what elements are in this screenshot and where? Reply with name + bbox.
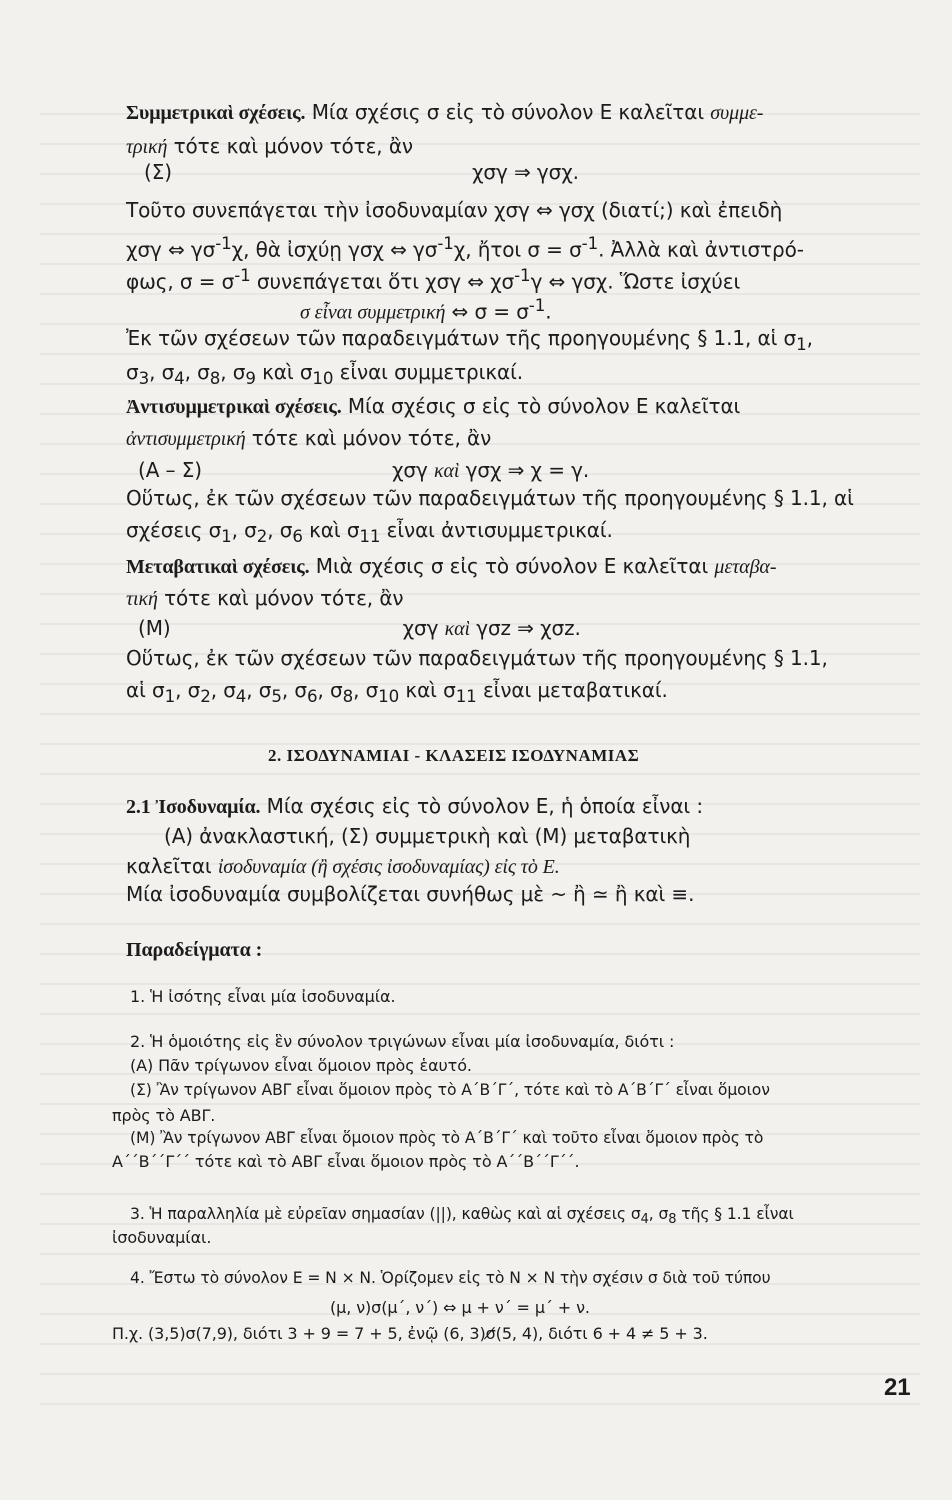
- text-line: καλεῖται ἰσοδυναμία (ἢ σχέσις ἰσοδυναμίας) εἰς τὸ Ε.: [126, 854, 560, 878]
- text-line: (Α) ἀνακλαστική, (Σ) συμμετρικὴ καὶ (Μ) μεταβατικὴ: [164, 824, 691, 848]
- text-line: τική τότε καὶ μόνον τότε, ἂν: [126, 586, 404, 610]
- text-line: Οὕτως, ἐκ τῶν σχέσεων τῶν παραδειγμάτων τῆς προηγουμένης § 1.1, αἱ: [126, 486, 854, 510]
- example-4: 4. Ἔστω τὸ σύνολον Ε = N × N. Ὁρίζομεν εἰς τὸ N × N τὴν σχέσιν σ διὰ τοῦ τύπου: [130, 1269, 771, 1287]
- symmetric-term: συμμε-: [710, 102, 764, 124]
- equivalence-heading: 2.1 Ἰσοδυναμία.: [126, 796, 261, 818]
- text-line: φως, $\sigma = \sigma^{-1}$ συνεπάγεται ὅτι χσγ ⇔ $\chi\sigma^{-1}\gamma$ ⇔ γσχ. Ὥστε ἰσχύει: [126, 266, 741, 294]
- example-4-instance: Π.χ. (3,5)σ(7,9), διότι 3 + 9 = 7 + 5, ἐνῷ (6, 3)σ̸(5, 4), διότι 6 + 4 ≠ 5 + 3.: [112, 1324, 708, 1343]
- text-line: Τοῦτο συνεπάγεται τὴν ἰσοδυναμίαν χσγ ⇔ γσχ (διατί;) καὶ ἐπειδὴ: [126, 198, 783, 222]
- example-1: 1. Ἡ ἰσότης εἶναι μία ἰσοδυναμία.: [130, 987, 396, 1006]
- example-3: 3. Ἡ παραλληλία μὲ εὐρεῖαν σημασίαν (||), καθὼς καὶ αἱ σχέσεις $\sigma_4$, $\sigma_8$ τῆς § 1.1 εἶναι: [130, 1205, 794, 1228]
- symmetric-def-text: Μία σχέσις σ εἰς τὸ σύνολον Ε καλεῖται: [311, 100, 705, 124]
- rule-m: (Μ) χσγ καὶ γσz ⇒ χσz.: [138, 616, 581, 640]
- example-2-m-cont: Α΄΄Β΄΄Γ΄΄ τότε καὶ τὸ ΑΒΓ εἶναι ὅμοιον πρὸς τὸ Α΄΄Β΄΄Γ΄΄.: [112, 1152, 580, 1171]
- symmetric-equivalence: σ εἶναι συμμετρική ⇔ $\sigma = \sigma^{-1}$.: [300, 296, 552, 324]
- symmetric-definition-line-2: τρική τότε καὶ μόνον τότε, ἂν: [126, 134, 413, 158]
- example-2-a: (Α) Πᾶν τρίγωνον εἶναι ὅμοιον πρὸς ἑαυτό.: [130, 1056, 472, 1075]
- example-4-formula: (μ, ν)σ(μ΄, ν΄) ⇔ μ + ν΄ = μ΄ + ν.: [330, 1298, 590, 1317]
- text-line: αἱ $\sigma_1$, $\sigma_2$, $\sigma_4$, $\sigma_5$, $\sigma_6$, $\sigma_8$, $\sigma_{10}$ καὶ $\sigma_{11}$ εἶναι μεταβατικαί.: [126, 678, 668, 706]
- example-2: 2. Ἡ ὁμοιότης εἰς ἓν σύνολον τριγώνων εἶναι μία ἰσοδυναμία, διότι :: [130, 1032, 675, 1051]
- examples-heading: Παραδείγματα :: [126, 939, 263, 961]
- text-line: $\sigma_3$, $\sigma_4$, $\sigma_8$, $\sigma_9$ καὶ $\sigma_{10}$ εἶναι συμμετρικαί.: [126, 360, 524, 388]
- rule-a-s: (Α – Σ) χσγ καὶ γσχ ⇒ χ = γ.: [138, 458, 590, 482]
- example-3-cont: ἰσοδυναμίαι.: [112, 1228, 212, 1247]
- example-2-s: (Σ) Ἂν τρίγωνον ΑΒΓ εἶναι ὅμοιον πρὸς τὸ Α΄Β΄Γ΄, τότε καὶ τὸ Α΄Β΄Γ΄ εἶναι ὅμοιον: [130, 1081, 770, 1099]
- equivalence-definition-line-1: 2.1 Ἰσοδυναμία. Μία σχέσις εἰς τὸ σύνολον Ε, ἡ ὁποία εἶναι :: [126, 794, 703, 818]
- transitive-definition-line-1: Μεταβατικαὶ σχέσεις. Μιὰ σχέσις σ εἰς τὸ σύνολον Ε καλεῖται μεταβα-: [126, 554, 777, 578]
- antisymmetric-relations-heading: Ἀντισυμμετρικαὶ σχέσεις.: [126, 396, 342, 418]
- chapter-heading: 2. ΙΣΟΔΥΝΑΜΙΑΙ - ΚΛΑΣΕΙΣ ΙΣΟΔΥΝΑΜΙΑΣ: [268, 746, 640, 765]
- text-line: Οὕτως, ἐκ τῶν σχέσεων τῶν παραδειγμάτων τῆς προηγουμένης § 1.1,: [126, 646, 828, 670]
- symmetric-definition-line-1: [126, 100, 763, 125]
- antisymmetric-definition-line-1: Ἀντισυμμετρικαὶ σχέσεις. Μία σχέσις σ εἰς τὸ σύνολον Ε καλεῖται: [126, 394, 741, 418]
- text-line: Μία ἰσοδυναμία συμβολίζεται συνήθως μὲ ~ ἢ ≃ ἢ καὶ ≡.: [126, 882, 695, 906]
- rule-s: (Σ) χσγ ⇒ γσχ.: [144, 160, 579, 184]
- page-number: 21: [884, 1374, 911, 1401]
- example-2-s-cont: πρὸς τὸ ΑΒΓ.: [112, 1106, 216, 1125]
- symmetric-relations-heading: Συμμετρικαὶ σχέσεις.: [126, 102, 306, 124]
- text-line: σχέσεις $\sigma_1$, $\sigma_2$, $\sigma_6$ καὶ $\sigma_{11}$ εἶναι ἀντισυμμετρικαί.: [126, 518, 613, 546]
- transitive-relations-heading: Μεταβατικαὶ σχέσεις.: [126, 556, 310, 578]
- text-line: χσγ ⇔ $\gamma\sigma^{-1}\chi$, θὰ ἰσχύῃ γσχ ⇔ $\gamma\sigma^{-1}\chi$, ἤτοι $\sigma = \sigma^{-1}$. Ἀλλὰ καὶ ἀντιστρό-: [126, 234, 804, 262]
- example-2-m: (Μ) Ἂν τρίγωνον ΑΒΓ εἶναι ὅμοιον πρὸς τὸ Α΄Β΄Γ΄ καὶ τοῦτο εἶναι ὅμοιον πρὸς τὸ: [130, 1129, 764, 1147]
- text-line: Ἐκ τῶν σχέσεων τῶν παραδειγμάτων τῆς προηγουμένης § 1.1, αἱ $\sigma_1$,: [126, 326, 813, 354]
- text-line: ἀντισυμμετρική τότε καὶ μόνον τότε, ἂν: [126, 426, 492, 450]
